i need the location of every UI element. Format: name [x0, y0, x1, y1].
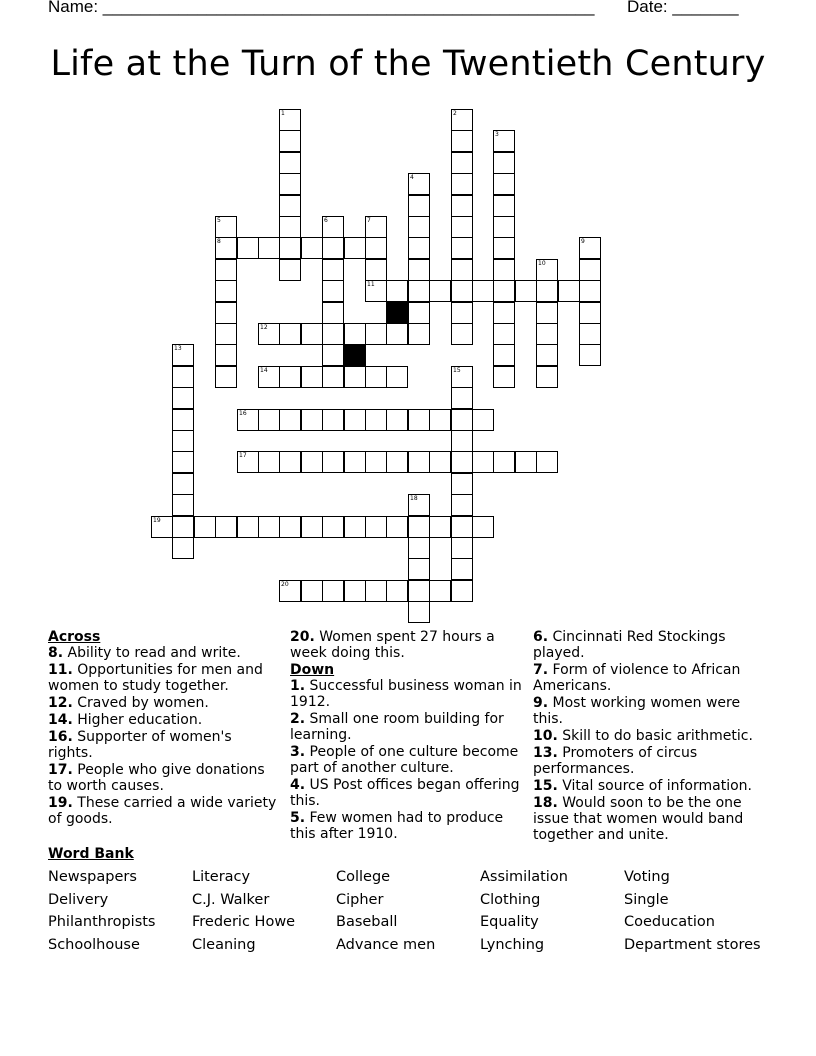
grid-cell[interactable]: [386, 516, 408, 538]
word-bank-item: C.J. Walker: [192, 891, 270, 908]
grid-cell[interactable]: [451, 409, 473, 431]
grid-cell[interactable]: [493, 216, 515, 238]
grid-cell[interactable]: [515, 280, 537, 302]
clue-text: Women spent 27 hours a week doing this.: [290, 629, 495, 661]
grid-cell[interactable]: [365, 451, 387, 473]
grid-cell[interactable]: [279, 259, 301, 281]
clue-text: Ability to read and write.: [67, 645, 241, 661]
grid-cell[interactable]: [493, 451, 515, 473]
grid-cell[interactable]: [536, 323, 558, 345]
clue-item: [48, 662, 280, 694]
grid-cell[interactable]: [429, 409, 451, 431]
grid-cell[interactable]: [493, 237, 515, 259]
grid-cell[interactable]: [322, 323, 344, 345]
clue-number-label: 6.: [533, 629, 549, 645]
clue-number-label: 17.: [48, 762, 73, 778]
grid-cell[interactable]: [301, 580, 323, 602]
grid-cell[interactable]: [451, 173, 473, 195]
grid-cell[interactable]: [344, 366, 366, 388]
grid-cell[interactable]: [451, 259, 473, 281]
grid-cell[interactable]: [258, 409, 280, 431]
grid-cell[interactable]: [237, 237, 259, 259]
clue-item: [48, 645, 280, 661]
grid-cell[interactable]: [408, 558, 430, 580]
grid-cell[interactable]: [493, 323, 515, 345]
grid-cell[interactable]: [279, 516, 301, 538]
clue-text: People of one culture become part of another culture.: [290, 744, 519, 776]
clue-number-label: 11.: [48, 662, 73, 678]
down-heading: Down: [290, 662, 335, 678]
grid-cell[interactable]: [279, 451, 301, 473]
grid-cell[interactable]: [322, 302, 344, 324]
word-bank-column: [192, 868, 336, 958]
grid-cell[interactable]: [258, 323, 280, 345]
clue-item: [48, 712, 280, 728]
grid-cell[interactable]: [365, 280, 387, 302]
clue-text: Promoters of circus performances.: [533, 745, 698, 777]
grid-cell[interactable]: [172, 451, 194, 473]
grid-cell[interactable]: [344, 409, 366, 431]
clue-number: 7: [367, 217, 371, 224]
grid-cell[interactable]: [279, 109, 301, 131]
grid-cell[interactable]: [194, 516, 216, 538]
grid-cell[interactable]: [451, 473, 473, 495]
grid-cell[interactable]: [172, 344, 194, 366]
grid-cell[interactable]: [386, 366, 408, 388]
grid-cell[interactable]: [536, 344, 558, 366]
grid-cell[interactable]: [451, 195, 473, 217]
across-heading: Across: [48, 629, 101, 645]
word-bank-item: Department stores: [624, 936, 761, 953]
grid-cell[interactable]: [451, 516, 473, 538]
clue-number: 19: [153, 517, 161, 524]
clues-column-1: [48, 629, 280, 828]
grid-cell[interactable]: [408, 237, 430, 259]
grid-cell[interactable]: [172, 473, 194, 495]
clue-text: Supporter of women's rights.: [48, 729, 232, 761]
grid-cell[interactable]: [151, 516, 173, 538]
word-bank-item: Cleaning: [192, 936, 256, 953]
grid-cell[interactable]: [536, 366, 558, 388]
clue-number-label: 3.: [290, 744, 306, 760]
grid-cell[interactable]: [322, 580, 344, 602]
clue-number-label: 10.: [533, 728, 558, 744]
clue-item: [48, 762, 280, 794]
grid-cell[interactable]: [451, 237, 473, 259]
word-bank-column: [48, 868, 192, 958]
word-bank-item: Baseball: [336, 914, 398, 930]
clue-number: 15: [453, 367, 461, 374]
clue-item: [533, 629, 765, 661]
grid-cell[interactable]: [429, 280, 451, 302]
clue-number-label: 14.: [48, 712, 73, 728]
grid-cell[interactable]: [386, 580, 408, 602]
word-bank-heading: Word Bank: [48, 846, 134, 862]
clue-item: [290, 744, 522, 776]
clue-text: Opportunities for men and women to study together.: [48, 662, 263, 694]
word-bank-item: Frederic Howe: [192, 914, 296, 930]
grid-cell[interactable]: [279, 216, 301, 238]
grid-cell[interactable]: [472, 516, 494, 538]
clue-number: 3: [495, 131, 499, 138]
clue-number: 18: [410, 495, 418, 502]
clue-number-label: 9.: [533, 695, 549, 711]
grid-cell[interactable]: [408, 173, 430, 195]
clue-number: 8: [217, 238, 221, 245]
grid-cell[interactable]: [408, 451, 430, 473]
grid-cell[interactable]: [237, 516, 259, 538]
grid-cell[interactable]: [279, 580, 301, 602]
grid-cell[interactable]: [493, 173, 515, 195]
grid-cell[interactable]: [451, 537, 473, 559]
grid-cell[interactable]: [408, 302, 430, 324]
clues-column-3: [533, 629, 765, 844]
clue-number: 4: [410, 174, 414, 181]
clue-text: Vital source of information.: [562, 778, 752, 794]
grid-cell[interactable]: [579, 302, 601, 324]
grid-cell[interactable]: [215, 344, 237, 366]
word-bank-item: Voting: [624, 869, 670, 885]
grid-cell[interactable]: [429, 451, 451, 473]
grid-cell[interactable]: [301, 237, 323, 259]
grid-cell[interactable]: [279, 130, 301, 152]
word-bank-item: Coeducation: [624, 914, 715, 930]
word-bank-item: Single: [624, 891, 669, 908]
clue-number: 5: [217, 217, 221, 224]
shaded-cell: [344, 344, 366, 366]
word-bank-item: Clothing: [480, 891, 541, 908]
grid-cell[interactable]: [365, 323, 387, 345]
clue-item: [533, 795, 765, 843]
clue-item: [290, 777, 522, 809]
grid-cell[interactable]: [215, 302, 237, 324]
name-field-label: Name: ____________________________________________________: [48, 0, 595, 16]
clue-number: 16: [239, 410, 247, 417]
word-bank-item: Cipher: [336, 891, 384, 908]
clue-text: Would soon to be the one issue that women would band together and unite.: [533, 795, 744, 843]
grid-cell[interactable]: [493, 280, 515, 302]
grid-cell[interactable]: [322, 216, 344, 238]
grid-cell[interactable]: [472, 280, 494, 302]
grid-cell[interactable]: [408, 580, 430, 602]
word-bank-item: Philanthropists: [48, 914, 156, 930]
grid-cell[interactable]: [451, 323, 473, 345]
clue-text: People who give donations to worth causes.: [48, 762, 265, 794]
grid-cell[interactable]: [322, 451, 344, 473]
grid-cell[interactable]: [365, 409, 387, 431]
grid-cell[interactable]: [172, 366, 194, 388]
grid-cell[interactable]: [493, 302, 515, 324]
grid-cell[interactable]: [322, 344, 344, 366]
grid-cell[interactable]: [172, 537, 194, 559]
clue-number: 1: [281, 110, 285, 117]
word-bank-item: Delivery: [48, 891, 109, 908]
grid-cell[interactable]: [344, 237, 366, 259]
grid-cell[interactable]: [429, 580, 451, 602]
clue-item: [48, 729, 280, 761]
clue-item: [290, 678, 522, 710]
grid-cell[interactable]: [215, 366, 237, 388]
grid-cell[interactable]: [172, 409, 194, 431]
grid-cell[interactable]: [408, 601, 430, 623]
grid-cell[interactable]: [301, 323, 323, 345]
grid-cell[interactable]: [451, 451, 473, 473]
grid-cell[interactable]: [237, 409, 259, 431]
word-bank-item: Assimilation: [480, 869, 568, 885]
grid-cell[interactable]: [344, 516, 366, 538]
grid-cell[interactable]: [365, 580, 387, 602]
grid-cell[interactable]: [536, 302, 558, 324]
grid-cell[interactable]: [322, 366, 344, 388]
grid-cell[interactable]: [408, 216, 430, 238]
grid-cell[interactable]: [579, 344, 601, 366]
grid-cell[interactable]: [365, 259, 387, 281]
grid-cell[interactable]: [493, 195, 515, 217]
clue-number-label: 8.: [48, 645, 64, 661]
clue-text: Cincinnati Red Stockings played.: [533, 629, 726, 661]
clue-number-label: 12.: [48, 695, 73, 711]
grid-cell[interactable]: [386, 323, 408, 345]
clue-item: [533, 745, 765, 777]
clue-number-label: 16.: [48, 729, 73, 745]
clue-number-label: 20.: [290, 629, 315, 645]
grid-cell[interactable]: [365, 216, 387, 238]
clue-number-label: 13.: [533, 745, 558, 761]
clue-number: 20: [281, 581, 289, 588]
clues-column-2: [290, 629, 522, 843]
grid-cell[interactable]: [472, 451, 494, 473]
grid-cell[interactable]: [408, 516, 430, 538]
grid-cell[interactable]: [322, 237, 344, 259]
clue-number-label: 18.: [533, 795, 558, 811]
grid-cell[interactable]: [172, 387, 194, 409]
grid-cell[interactable]: [172, 516, 194, 538]
grid-cell[interactable]: [215, 237, 237, 259]
grid-cell[interactable]: [536, 280, 558, 302]
word-bank-column: [336, 868, 480, 958]
clue-item: [290, 711, 522, 743]
grid-cell[interactable]: [451, 494, 473, 516]
clue-text: These carried a wide variety of goods.: [48, 795, 277, 827]
clue-number-label: 7.: [533, 662, 549, 678]
clue-number: 2: [453, 110, 457, 117]
grid-cell[interactable]: [493, 130, 515, 152]
grid-cell[interactable]: [451, 152, 473, 174]
grid-cell[interactable]: [344, 323, 366, 345]
grid-cell[interactable]: [258, 451, 280, 473]
grid-cell[interactable]: [279, 323, 301, 345]
grid-cell[interactable]: [451, 366, 473, 388]
clue-number-label: 2.: [290, 711, 306, 727]
clue-number-label: 19.: [48, 795, 73, 811]
clue-number-label: 15.: [533, 778, 558, 794]
clue-item: [290, 629, 522, 661]
grid-cell[interactable]: [451, 430, 473, 452]
grid-cell[interactable]: [451, 130, 473, 152]
grid-cell[interactable]: [386, 409, 408, 431]
grid-cell[interactable]: [493, 259, 515, 281]
grid-cell[interactable]: [451, 302, 473, 324]
grid-cell[interactable]: [451, 558, 473, 580]
clue-number-label: 4.: [290, 777, 306, 793]
grid-cell[interactable]: [365, 237, 387, 259]
grid-cell[interactable]: [579, 237, 601, 259]
grid-cell[interactable]: [344, 451, 366, 473]
grid-cell[interactable]: [258, 237, 280, 259]
word-bank-item: Equality: [480, 914, 539, 930]
clue-number-label: 5.: [290, 810, 306, 826]
grid-cell[interactable]: [172, 430, 194, 452]
clue-number: 10: [538, 260, 546, 267]
clue-text: Higher education.: [77, 712, 203, 728]
grid-cell[interactable]: [365, 366, 387, 388]
grid-cell[interactable]: [408, 409, 430, 431]
clue-text: Most working women were this.: [533, 695, 741, 727]
clue-text: Small one room building for learning.: [290, 711, 504, 743]
grid-cell[interactable]: [493, 344, 515, 366]
grid-cell[interactable]: [451, 109, 473, 131]
grid-cell[interactable]: [536, 259, 558, 281]
grid-cell[interactable]: [472, 409, 494, 431]
clue-number: 14: [260, 367, 268, 374]
grid-cell[interactable]: [172, 494, 194, 516]
word-bank-column: [480, 868, 624, 958]
grid-cell[interactable]: [279, 409, 301, 431]
grid-cell[interactable]: [215, 323, 237, 345]
clue-number: 13: [174, 345, 182, 352]
grid-cell[interactable]: [429, 516, 451, 538]
grid-cell[interactable]: [237, 451, 259, 473]
grid-cell[interactable]: [215, 216, 237, 238]
grid-cell[interactable]: [558, 280, 580, 302]
date-field-label: Date: _______: [627, 0, 739, 16]
grid-cell[interactable]: [451, 580, 473, 602]
grid-cell[interactable]: [408, 494, 430, 516]
grid-cell[interactable]: [386, 451, 408, 473]
grid-cell[interactable]: [536, 451, 558, 473]
grid-cell[interactable]: [258, 516, 280, 538]
grid-cell[interactable]: [301, 516, 323, 538]
grid-cell[interactable]: [386, 280, 408, 302]
grid-cell[interactable]: [579, 259, 601, 281]
clue-text: Few women had to produce this after 1910.: [290, 810, 504, 842]
clue-number-label: 1.: [290, 678, 306, 694]
grid-cell[interactable]: [279, 237, 301, 259]
clue-number: 11: [367, 281, 375, 288]
grid-cell[interactable]: [493, 366, 515, 388]
grid-cell[interactable]: [451, 216, 473, 238]
grid-cell[interactable]: [279, 173, 301, 195]
word-bank-item: Newspapers: [48, 869, 137, 885]
grid-cell[interactable]: [258, 366, 280, 388]
grid-cell[interactable]: [301, 409, 323, 431]
grid-cell[interactable]: [408, 195, 430, 217]
grid-cell[interactable]: [279, 152, 301, 174]
clue-text: US Post offices began offering this.: [290, 777, 520, 809]
grid-cell[interactable]: [279, 195, 301, 217]
grid-cell[interactable]: [215, 516, 237, 538]
clue-text: Skill to do basic arithmetic.: [562, 728, 753, 744]
grid-cell[interactable]: [322, 516, 344, 538]
grid-cell[interactable]: [322, 409, 344, 431]
word-bank-item: Literacy: [192, 869, 251, 885]
grid-cell[interactable]: [301, 366, 323, 388]
clue-item: [533, 695, 765, 727]
grid-cell[interactable]: [322, 280, 344, 302]
clue-item: [533, 662, 765, 694]
clue-number: 12: [260, 324, 268, 331]
grid-cell[interactable]: [408, 259, 430, 281]
grid-cell[interactable]: [579, 323, 601, 345]
clue-item: [533, 778, 765, 794]
word-bank-column: [624, 868, 768, 958]
clue-item: [290, 810, 522, 842]
grid-cell[interactable]: [215, 280, 237, 302]
grid-cell[interactable]: [215, 259, 237, 281]
clue-number: 17: [239, 452, 247, 459]
grid-cell[interactable]: [451, 387, 473, 409]
clue-text: Successful business woman in 1912.: [290, 678, 522, 710]
word-bank-item: Schoolhouse: [48, 936, 140, 953]
grid-cell[interactable]: [515, 451, 537, 473]
grid-cell[interactable]: [451, 280, 473, 302]
word-bank-item: Advance men: [336, 936, 436, 953]
grid-cell[interactable]: [365, 516, 387, 538]
grid-cell[interactable]: [408, 323, 430, 345]
clue-item: [533, 728, 765, 744]
page-title: Life at the Turn of the Twentieth Century: [50, 44, 766, 84]
grid-cell[interactable]: [279, 366, 301, 388]
grid-cell[interactable]: [301, 451, 323, 473]
grid-cell[interactable]: [408, 537, 430, 559]
word-bank-item: Lynching: [480, 936, 545, 953]
shaded-cell: [386, 302, 408, 324]
clue-item: [48, 695, 280, 711]
clue-text: Craved by women.: [77, 695, 209, 711]
grid-cell[interactable]: [344, 580, 366, 602]
clue-number: 6: [324, 217, 328, 224]
grid-cell[interactable]: [408, 280, 430, 302]
word-bank-item: College: [336, 869, 391, 885]
grid-cell[interactable]: [579, 280, 601, 302]
grid-cell[interactable]: [322, 259, 344, 281]
clue-text: Form of violence to African Americans.: [533, 662, 741, 694]
grid-cell[interactable]: [493, 152, 515, 174]
clue-number: 9: [581, 238, 585, 245]
clue-item: [48, 795, 280, 827]
